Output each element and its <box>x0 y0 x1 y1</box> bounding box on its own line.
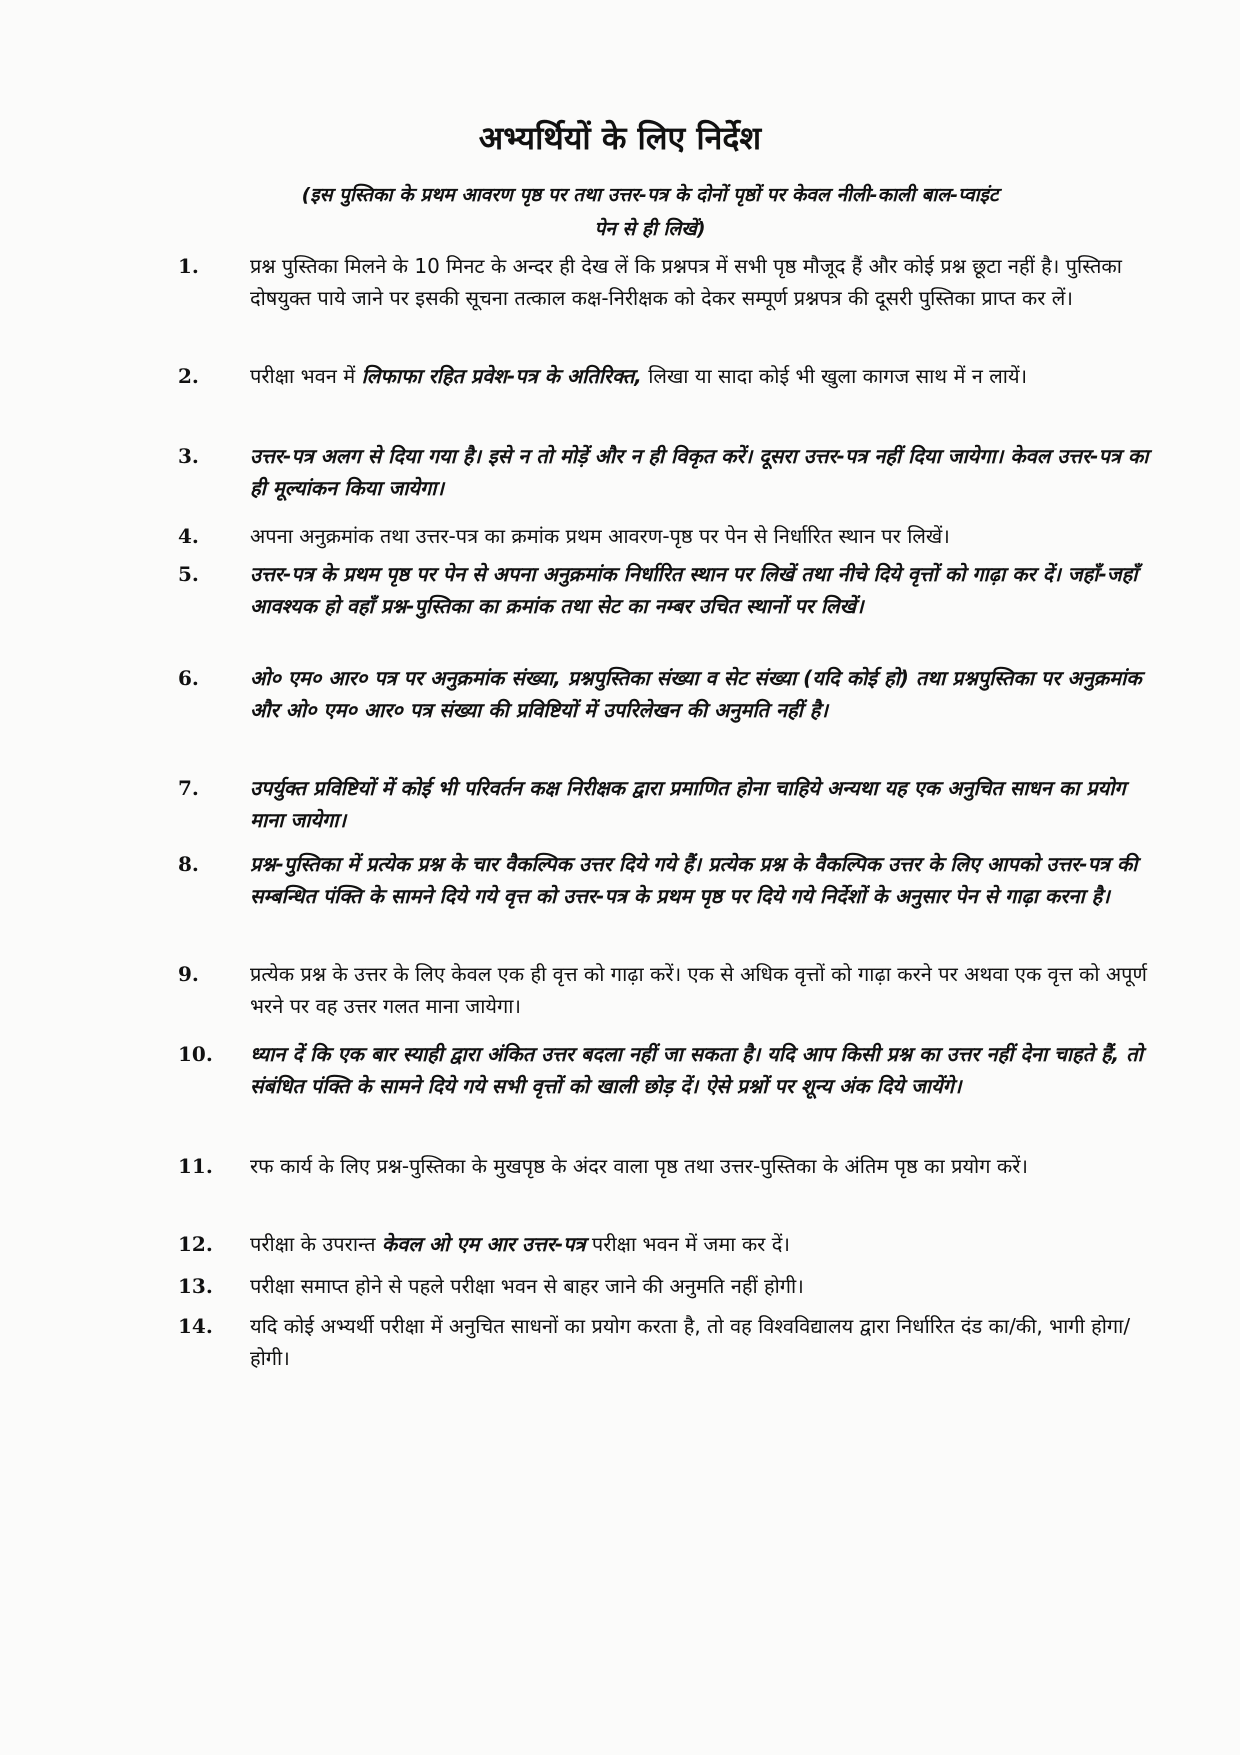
item-text-part: परीक्षा के उपरान्त <box>250 1232 382 1256</box>
item-text-part: परीक्षा भवन में <box>250 364 362 388</box>
item-text: उत्तर-पत्र अलग से दिया गया है। इसे न तो मोड़ें और न ही विकृत करें। दूसरा उत्तर-पत्र नहीं दिया जायेगा। केवल उत्तर-पत्र का ही मूल्यांकन किया जायेगा। <box>250 444 1149 500</box>
item-text <box>250 1228 1165 1260</box>
item-number: 10. <box>178 1042 213 1066</box>
item-number: 1. <box>178 254 199 278</box>
instruction-item <box>0 1038 1240 1150</box>
instruction-item <box>0 1150 1240 1228</box>
item-text: ध्यान दें कि एक बार स्याही द्वारा अंकित उत्तर बदला नहीं जा सकता है। यदि आप किसी प्रश्न का उत्तर नहीं देना चाहते हैं, तो संबंधित पंक्ति के सामने दिये गये सभी वृत्तों को खाली छोड़ दें। ऐसे प्रश्नों पर शून्य अंक दिये जायेंगे। <box>250 1042 1143 1098</box>
item-number: 8. <box>178 852 199 876</box>
item-number: 7. <box>178 776 199 800</box>
instruction-item <box>0 360 1240 440</box>
instruction-list <box>0 250 1240 1390</box>
item-number: 14. <box>178 1314 213 1338</box>
item-text: प्रश्न पुस्तिका मिलने के 10 मिनट के अन्दर ही देख लें कि प्रश्नपत्र में सभी पृष्ठ मौजूद हैं और कोई प्रश्न छूटा नहीं है। पुस्तिका दोषयुक्त पाये जाने पर इसकी सूचना तत्काल कक्ष-निरीक्षक को देकर सम्पूर्ण प्रश्नपत्र की दूसरी पुस्तिका प्राप्त कर लें। <box>250 254 1122 310</box>
instruction-item <box>0 772 1240 848</box>
item-number: 13. <box>178 1274 213 1298</box>
instruction-item <box>0 848 1240 958</box>
item-text: रफ कार्य के लिए प्रश्न-पुस्तिका के मुखपृष्ठ के अंदर वाला पृष्ठ तथा उत्तर-पुस्तिका के अंतिम पृष्ठ का प्रयोग करें। <box>250 1154 1028 1178</box>
instruction-item <box>0 250 1240 360</box>
item-text: उत्तर-पत्र के प्रथम पृष्ठ पर पेन से अपना अनुक्रमांक निर्धारित स्थान पर लिखें तथा नीचे दिये वृत्तों को गाढ़ा कर दें। जहाँ-जहाँ आवश्यक हो वहाँ प्रश्न-पुस्तिका का क्रमांक तथा सेट का नम्बर उचित स्थानों पर लिखें। <box>250 562 1138 618</box>
item-text: ओ० एम० आर० पत्र पर अनुक्रमांक संख्या, प्रश्नपुस्तिका संख्या व सेट संख्या (यदि कोई हो) तथा प्रश्नपुस्तिका पर अनुक्रमांक और ओ० एम० आर० पत्र संख्या की प्रविष्टियों में उपरिलेखन की अनुमति नहीं है। <box>250 666 1142 722</box>
instruction-item <box>0 440 1240 520</box>
instruction-item <box>0 662 1240 772</box>
item-text: प्रश्न-पुस्तिका में प्रत्येक प्रश्न के चार वैकल्पिक उत्तर दिये गये हैं। प्रत्येक प्रश्न के वैकल्पिक उत्तर के लिए आपको उत्तर-पत्र की सम्बन्धित पंक्ति के सामने दिये गये वृत्त को उत्तर-पत्र के प्रथम पृष्ठ पर दिये गये निर्देशों के अनुसार पेन से गाढ़ा करना है। <box>250 852 1138 908</box>
instruction-item <box>0 1310 1240 1390</box>
item-number: 9. <box>178 962 199 986</box>
item-text <box>250 360 1165 392</box>
item-number: 11. <box>178 1154 213 1178</box>
page-subtitle: (इस पुस्तिका के प्रथम आवरण पृष्ठ पर तथा उत्तर-पत्र के दोनों पृष्ठों पर केवल नीली-काली बाल-प्वाइंट पेन से ही लिखें) <box>301 184 999 240</box>
item-number: 6. <box>178 666 199 690</box>
item-number: 12. <box>178 1232 213 1256</box>
instruction-item <box>0 958 1240 1038</box>
item-text-part: लिखा या सादा कोई भी खुला कागज साथ में न लायें। <box>641 364 1028 388</box>
instruction-item <box>0 520 1240 558</box>
item-number: 5. <box>178 562 199 586</box>
page-title: अभ्यर्थियों के लिए निर्देश <box>478 119 762 157</box>
item-emphasis: केवल ओ एम आर उत्तर-पत्र <box>381 1232 586 1256</box>
item-text: परीक्षा समाप्त होने से पहले परीक्षा भवन से बाहर जाने की अनुमति नहीं होगी। <box>250 1274 804 1298</box>
item-number: 4. <box>178 524 199 548</box>
item-text: अपना अनुक्रमांक तथा उत्तर-पत्र का क्रमांक प्रथम आवरण-पृष्ठ पर पेन से निर्धारित स्थान पर लिखें। <box>250 524 950 548</box>
item-emphasis: लिफाफा रहित प्रवेश-पत्र के अतिरिक्त, <box>361 364 642 388</box>
instruction-item <box>0 1228 1240 1270</box>
item-number: 3. <box>178 444 199 468</box>
item-number: 2. <box>178 364 199 388</box>
item-text: उपर्युक्त प्रविष्टियों में कोई भी परिवर्तन कक्ष निरीक्षक द्वारा प्रमाणित होना चाहिये अन्यथा यह एक अनुचित साधन का प्रयोग माना जायेगा। <box>250 776 1126 832</box>
item-text-part: परीक्षा भवन में जमा कर दें। <box>585 1232 790 1256</box>
item-text: प्रत्येक प्रश्न के उत्तर के लिए केवल एक ही वृत्त को गाढ़ा करें। एक से अधिक वृत्तों को गाढ़ा करने पर अथवा एक वृत्त को अपूर्ण भरने पर वह उत्तर गलत माना जायेगा। <box>250 962 1147 1018</box>
instruction-item <box>0 1270 1240 1310</box>
item-text: यदि कोई अभ्यर्थी परीक्षा में अनुचित साधनों का प्रयोग करता है, तो वह विश्वविद्यालय द्वारा निर्धारित दंड का/की, भागी होगा/होगी। <box>250 1314 1131 1370</box>
instruction-item <box>0 558 1240 662</box>
